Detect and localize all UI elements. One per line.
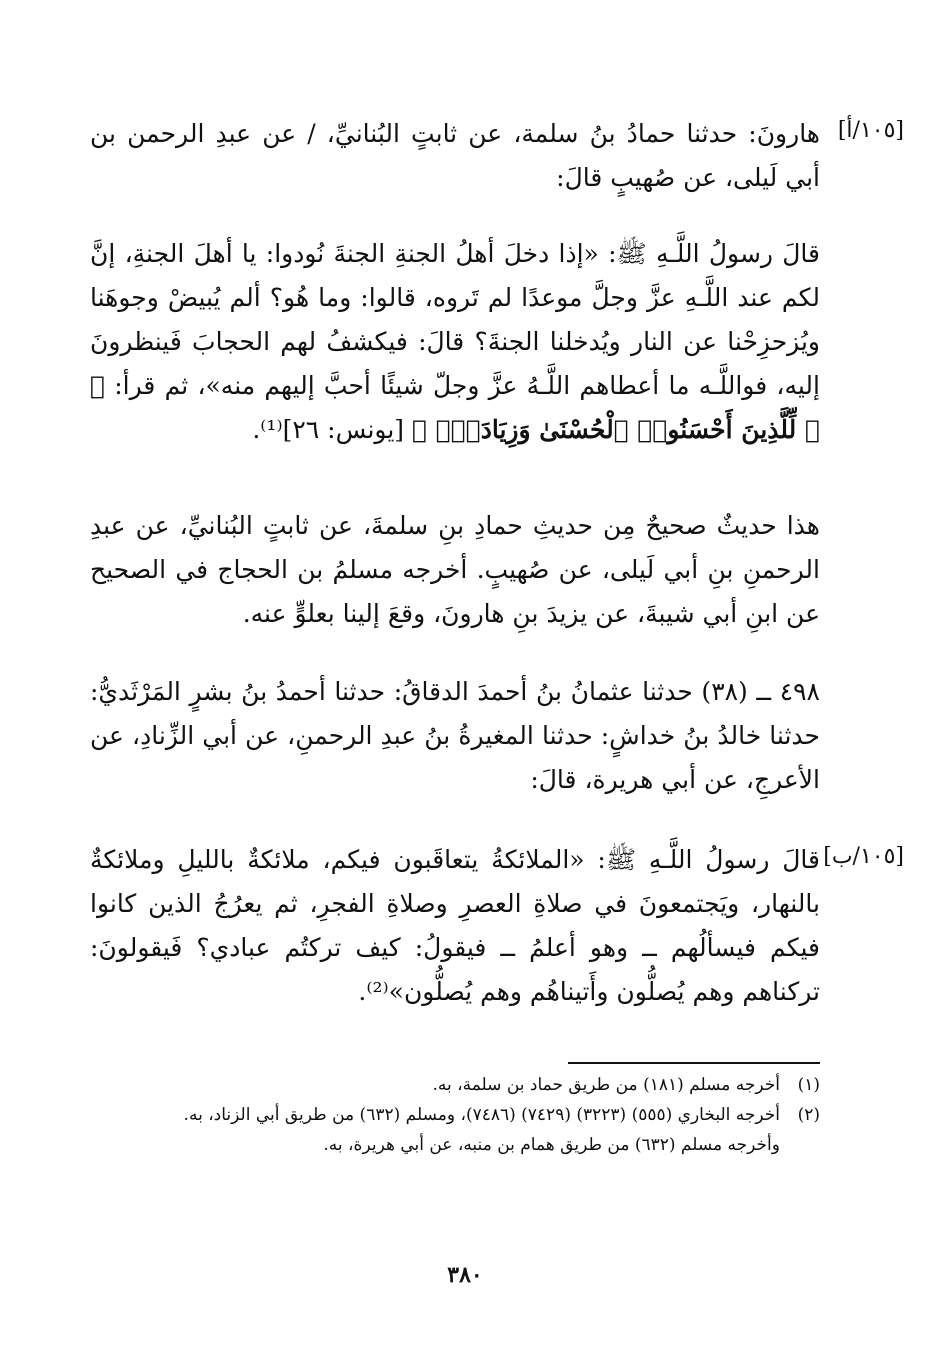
footnotes-section bbox=[95, 1070, 820, 1160]
commentary-paragraph: هذا حديثٌ صحيحٌ مِن حديثِ حمادِ بنِ سلمةَ، عن ثابتٍ البُنانيِّ، عن عبدِ الرحمنِ بنِ أبي لَيلى، عن صُهيبٍ. أخرجه مسلمُ بن الحجاج في الصحيح عن ابنِ أبي شيبةَ، عن يزيدَ بنِ هارونَ، وقعَ إلينا بعلوٍّ عنه. bbox=[90, 511, 820, 628]
quran-verse: ﴿ ۞ لِّلَّذِينَ أَحْسَنُوا۟ ٱلْحُسْنَىٰ وَزِيَادَةٌۖ ﴾ bbox=[90, 371, 820, 444]
footnote-number: (٢) bbox=[797, 1105, 820, 1125]
verse-reference: [يونس: ٢٦]⁽¹⁾. bbox=[252, 415, 412, 444]
hadith-text: قالَ رسولُ اللَّـهِ ﷺ: «إذا دخلَ أهلُ الجنةِ الجنةَ نُودوا: يا أهلَ الجنةِ، إنَّ لكم عند اللَّـهِ عزَّ وجلَّ موعدًا لم تَروه، قالوا: وما هُو؟ ألم يُبيضْ وجوهَنا ويُزحزِحْنا عن النار ويُدخلنا الجنةَ؟ قالَ: فيكشفُ لهم الحجابَ فَينظرونَ إليه، فواللَّـه ما أعطاهم اللَّـهُ عزَّ وجلّ شيئًا أحبَّ إليهم منه»، ثم قرأ: bbox=[90, 239, 820, 400]
hadith-text-paragraph: قالَ رسولُ اللَّـهِ ﷺ: «الملائكةُ يتعاقَبون فيكم، ملائكةٌ بالليلِ وملائكةٌ بالنهار، ويَجتمعونَ في صلاةِ العصرِ وصلاةِ الفجرِ، ثم يعرُجُ الذين كانوا فيكم فيسألُهم ــ وهو أعلمُ ــ فيقولُ: كيف تركتُم عبادي؟ فَيقولونَ: تركناهم وهم يُصلُّون وأَتيناهُم وهم يُصلُّون»⁽²⁾. bbox=[90, 845, 820, 1006]
hadith-text-paragraph bbox=[90, 232, 820, 452]
footnote-text: أخرجه مسلم (١٨١) من طريق حماد بن سلمة، به. bbox=[432, 1075, 780, 1095]
manuscript-folio-marker: [١٠٥/ب] bbox=[823, 844, 904, 869]
footnote-text: أخرجه البخاري (٥٥٥) (٣٢٢٣) (٧٤٢٩) (٧٤٨٦)، ومسلم (٦٣٢) من طريق أبي الزناد، به. bbox=[183, 1105, 780, 1125]
footnote bbox=[95, 1070, 820, 1100]
footnote-continuation: وأخرجه مسلم (٦٣٢) من طريق همام بن منبه، عن أبي هريرة، به. bbox=[323, 1135, 780, 1155]
footnote-number: (١) bbox=[797, 1075, 820, 1095]
manuscript-folio-marker: [١٠٥/أ] bbox=[837, 118, 904, 143]
footnote-divider bbox=[568, 1062, 820, 1064]
isnad-paragraph: ٤٩٨ ــ (٣٨) حدثنا عثمانُ بنُ أحمدَ الدقاقُ: حدثنا أحمدُ بنُ بشرٍ المَرْثَديُّ: حدثنا خالدُ بنُ خداشٍ: حدثنا المغيرةُ بنُ عبدِ الرحمنِ، عن أبي الزِّنادِ، عن الأعرجِ، عن أبي هريرة، قالَ: bbox=[90, 677, 820, 794]
isnad-paragraph: هارونَ: حدثنا حمادُ بنُ سلمة، عن ثابتٍ البُنانيِّ، / عن عبدِ الرحمن بن أبي لَيلى، عن صُهيبٍ قالَ: bbox=[90, 119, 820, 192]
footnote bbox=[95, 1100, 820, 1130]
page-number: ٣٨٠ bbox=[447, 1262, 483, 1288]
